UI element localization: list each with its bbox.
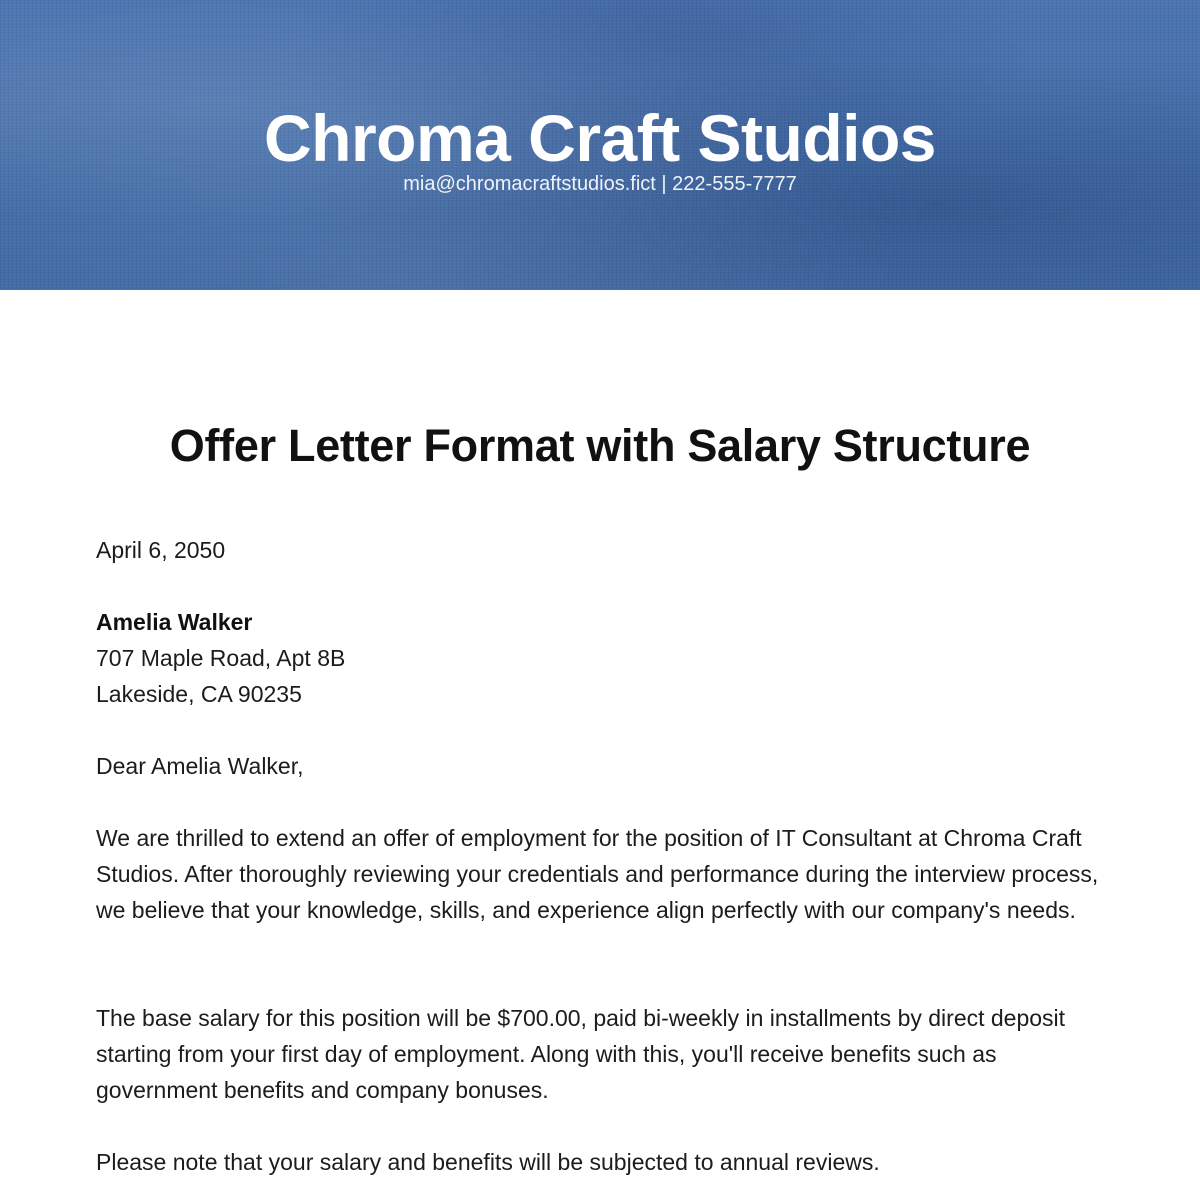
paragraph-offer: We are thrilled to extend an offer of employment for the position of IT Consultant at Chroma Craft Studios. After thoroughly reviewing your credentials and performance during the interview process, we believe that your knowledge, skills, and experience align perfectly with our company's needs. bbox=[96, 825, 1099, 923]
recipient-address-line1: 707 Maple Road, Apt 8B bbox=[96, 645, 346, 671]
paragraph-review: Please note that your salary and benefits will be subjected to annual reviews. bbox=[96, 1149, 880, 1175]
recipient-block bbox=[96, 604, 1106, 712]
letterhead-banner bbox=[0, 0, 1200, 290]
recipient-name: Amelia Walker bbox=[96, 609, 253, 635]
recipient-address-line2: Lakeside, CA 90235 bbox=[96, 681, 302, 707]
paragraph-salary: The base salary for this position will be $700.00, paid bi-weekly in installments by direct deposit starting from your first day of employment. Along with this, you'll receive benefits such as government benefits and company bonuses. bbox=[96, 1005, 1066, 1103]
letter-date: April 6, 2050 bbox=[96, 537, 226, 563]
company-name: Chroma Craft Studios bbox=[263, 101, 937, 175]
document-title: Offer Letter Format with Salary Structure bbox=[169, 420, 1031, 471]
salutation: Dear Amelia Walker, bbox=[96, 753, 304, 779]
company-contact: mia@chromacraftstudios.fict | 222-555-7777 bbox=[403, 173, 797, 195]
